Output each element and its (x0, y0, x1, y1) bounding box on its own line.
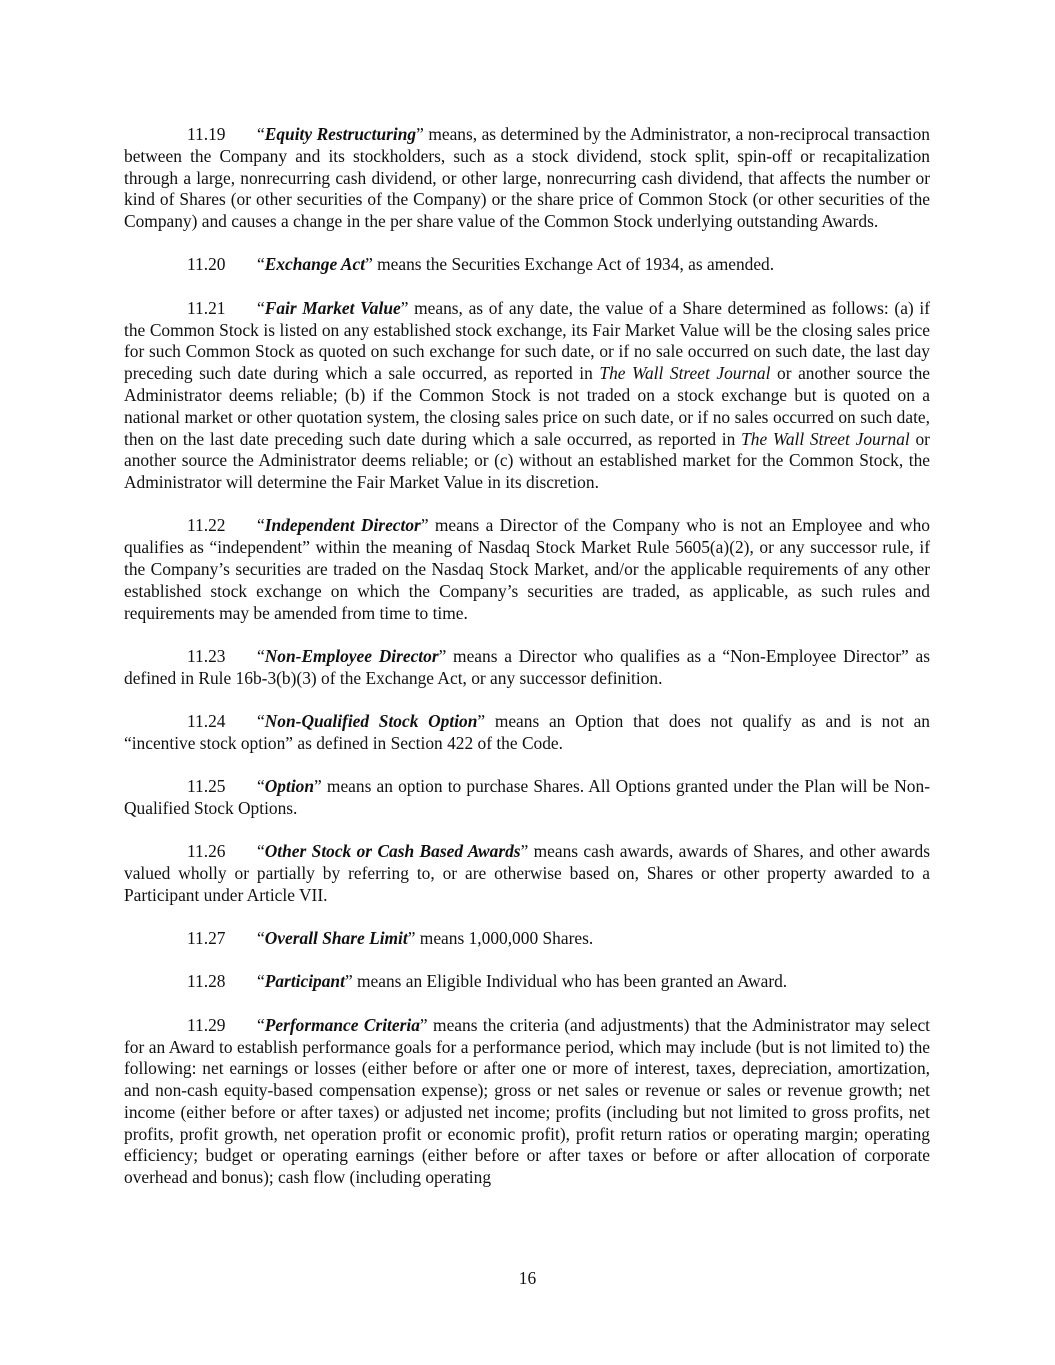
definition-text: ” means a Director of the Company who is not an Employee and who qualifies as “independent” within the meaning of Nasdaq Stock Market Rule 5605(a)(2), or any successor rule, if the Company’s securities are traded on the Nasdaq Stock Market, and/or the applicable requirements of any other established stock exchange on which the Company’s securities are traded, as applicable, as such rules and requirements may be amended from time to time. (124, 515, 930, 623)
defined-term: Option (264, 776, 315, 797)
section-number: 11.23 (187, 645, 226, 666)
definition-text: ” means cash awards, awards of Shares, and other awards valued wholly or partially by referring to, or are otherwise based on, Shares or other property awarded to a Participant under Article VII. (124, 841, 930, 905)
section-11-23: 11.23 “Non-Employee Director” means a Director who qualifies as a “Non-Employee Director” as defined in Rule 16b-3(b)(3) of the Exchange Act, or any successor definition. (124, 645, 930, 688)
section-number: 11.26 (187, 841, 226, 862)
publication-name: The Wall Street Journal (741, 428, 910, 449)
page-number: 16 (518, 1268, 537, 1288)
defined-term: Fair Market Value (264, 297, 401, 318)
defined-term: Independent Director (264, 515, 421, 536)
defined-term: Non-Employee Director (264, 645, 439, 666)
definition-text: or another source the Administrator deems reliable; or (c) without an established market for the Common Stock, the Administrator will determine the Fair Market Value in its discretion. (124, 428, 930, 493)
section-11-21: 11.21 “Fair Market Value” means, as of any date, the value of a Share determined as follows: (a) if the Common Stock is listed on any established stock exchange, its Fair Market Value will be the closing sales price for such Common Stock as quoted on such exchange for such date, or if no sale occurred on such date, the last day preceding such date during which a sale occurred, as reported in The Wall Street Journal or another source the Administrator deems reliable; (b) if the Common Stock is not traded on a stock exchange but is quoted on a national market or other quotation system, the closing sales price on such date, or if no sales occurred on such date, then on the last date preceding such date during which a sale occurred, as reported in The Wall Street Journal or another source the Administrator deems reliable; or (c) without an established market for the Common Stock, the Administrator will determine the Fair Market Value in its discretion. (124, 297, 930, 493)
definition-text: ” means, as determined by the Administrator, a non-reciprocal transaction between the Company and its stockholders, such as a stock dividend, stock split, spin-off or recapitalization through a large, nonrecurring cash dividend, or other large, nonrecurring cash dividend, that affects the number or kind of Shares (or other securities of the Company) or the share price of Common Stock (or other securities of the Company) and causes a change in the per share value of the Common Stock underlying outstanding Awards. (124, 124, 930, 232)
definition-text: ” means the Securities Exchange Act of 1934, as amended. (365, 254, 775, 275)
defined-term: Equity Restructuring (264, 124, 417, 144)
defined-term: Overall Share Limit (264, 928, 408, 949)
section-11-25: 11.25 “Option” means an option to purchase Shares. All Options granted under the Plan will be Non-Qualified Stock Options. (124, 776, 930, 818)
section-number: 11.29 (187, 1014, 226, 1035)
defined-term: Other Stock or Cash Based Awards (264, 841, 521, 862)
definition-text: ” means the criteria (and adjustments) that the Administrator may select for an Award to establish performance goals for a performance period, which may include (but is not limited to) the following: net earnings or losses (either before or after one or more of interest, taxes, depreciation, amortization, and non-cash equity-based compensation expense); gross or net sales or revenue or sales or revenue growth; net income (either before or after taxes) or adjusted net income; profits (including but not limited to gross profits, net profits, profit growth, net operation profit or economic profit), profit return ratios or operating margin; operating efficiency; budget or operating earnings (either before or after taxes or before or after allocation of corporate overhead and bonus); cash flow (including operating (124, 1014, 930, 1188)
definition-text: ” means an option to purchase Shares. All Options granted under the Plan will be Non-Qualified Stock Options. (124, 776, 930, 818)
section-number: 11.28 (187, 971, 226, 992)
definition-text: or another source the Administrator deems reliable; (b) if the Common Stock is not traded on a stock exchange but is quoted on a national market or other quotation system, the closing sales price on such date, or if no sales occurred on such date, then on the last date preceding such date during which a sale occurred, as reported in (124, 363, 930, 449)
section-11-28: 11.28 “Participant” means an Eligible Individual who has been granted an Award. (187, 971, 788, 992)
definition-text: ” means a Director who qualifies as a “Non-Employee Director” as defined in Rule 16b-3(b)(3) of the Exchange Act, or any successor definition. (124, 645, 930, 688)
section-11-20: 11.20 “Exchange Act” means the Securities Exchange Act of 1934, as amended. (187, 254, 775, 275)
section-11-19: 11.19 “Equity Restructuring” means, as determined by the Administrator, a non-reciprocal transaction between the Company and its stockholders, such as a stock dividend, stock split, spin-off or recapitalization through a large, nonrecurring cash dividend, or other large, nonrecurring cash dividend, that affects the number or kind of Shares (or other securities of the Company) or the share price of Common Stock (or other securities of the Company) and causes a change in the per share value of the Common Stock underlying outstanding Awards. (124, 124, 930, 232)
section-number: 11.19 (187, 124, 226, 144)
section-11-29: 11.29 “Performance Criteria” means the criteria (and adjustments) that the Administrator may select for an Award to establish performance goals for a performance period, which may include (but is not limited to) the following: net earnings or losses (either before or after one or more of interest, taxes, depreciation, amortization, and non-cash equity-based compensation expense); gross or net sales or revenue or sales or revenue growth; net income (either before or after taxes) or adjusted net income; profits (including but not limited to gross profits, net profits, profit growth, net operation profit or economic profit), profit return ratios or operating margin; operating efficiency; budget or operating earnings (either before or after taxes or before or after allocation of corporate overhead and bonus); cash flow (including operating (124, 1014, 930, 1188)
section-number: 11.24 (187, 711, 226, 732)
section-11-26: 11.26 “Other Stock or Cash Based Awards” means cash awards, awards of Shares, and other awards valued wholly or partially by referring to, or are otherwise based on, Shares or other property awarded to a Participant under Article VII. (124, 841, 930, 905)
defined-term: Non-Qualified Stock Option (264, 711, 478, 732)
defined-term: Performance Criteria (264, 1014, 420, 1035)
section-number: 11.27 (187, 928, 226, 949)
section-11-22: 11.22 “Independent Director” means a Director of the Company who is not an Employee and who qualifies as “independent” within the meaning of Nasdaq Stock Market Rule 5605(a)(2), or any successor rule, if the Company’s securities are traded on the Nasdaq Stock Market, and/or the applicable requirements of any other established stock exchange on which the Company’s securities are traded, as applicable, as such rules and requirements may be amended from time to time. (124, 515, 930, 623)
section-number: 11.21 (187, 297, 226, 318)
definition-text: ” means 1,000,000 Shares. (407, 928, 594, 949)
section-number: 11.22 (187, 515, 226, 536)
section-number: 11.25 (187, 776, 226, 797)
defined-term: Participant (264, 971, 345, 992)
section-number: 11.20 (187, 254, 226, 275)
section-11-24: 11.24 “Non-Qualified Stock Option” means an Option that does not qualify as and is not an “incentive stock option” as defined in Section 422 of the Code. (124, 711, 930, 753)
publication-name: The Wall Street Journal (599, 363, 771, 384)
defined-term: Exchange Act (264, 254, 366, 275)
definition-text: ” means an Eligible Individual who has been granted an Award. (344, 971, 788, 992)
document-page (124, 124, 930, 1211)
section-11-27: 11.27 “Overall Share Limit” means 1,000,000 Shares. (187, 928, 594, 949)
definition-text: ” means an Option that does not qualify as and is not an “incentive stock option” as defined in Section 422 of the Code. (124, 711, 930, 753)
definition-text: ” means, as of any date, the value of a Share determined as follows: (a) if the Common Stock is listed on any established stock exchange, its Fair Market Value will be the closing sales price for such Common Stock as quoted on such exchange for such date, or if no sale occurred on such date, the last day preceding such date during which a sale occurred, as reported in (124, 297, 930, 384)
